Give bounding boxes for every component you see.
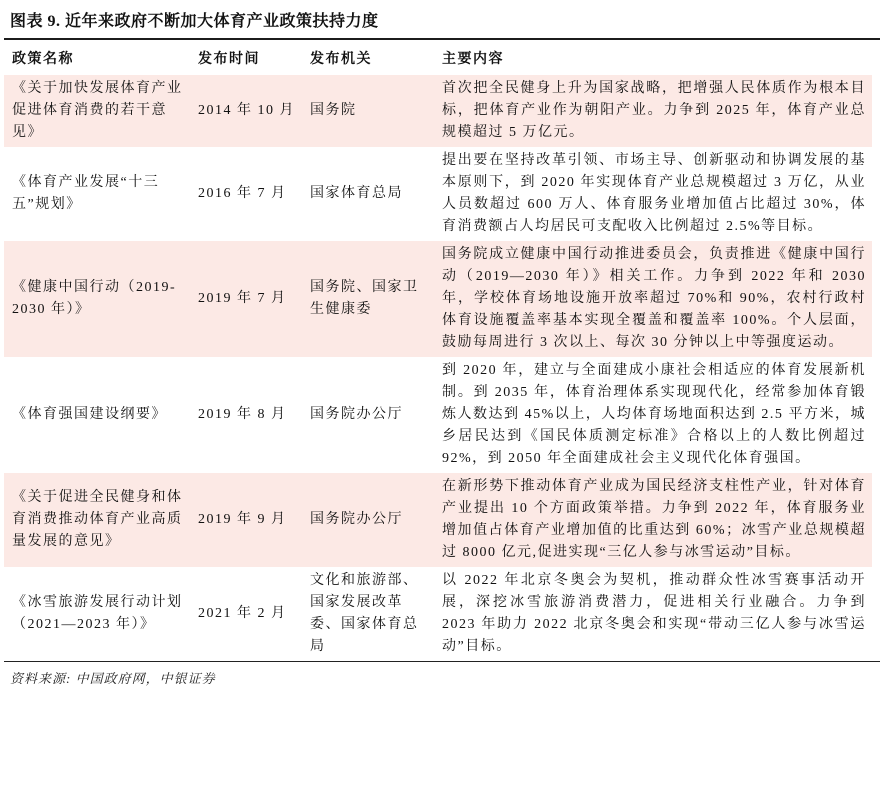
table-row [4, 473, 872, 567]
main-content-cell: 国务院成立健康中国行动推进委员会，负责推进《健康中国行动（2019—2030 年）》相关工作。力争到 2022 年和 2030 年，学校体育场地设施开放率超过 70%和 90%，农村行政村体育设施覆盖率基本实现全覆盖和覆盖率 100%。个人层面，鼓励每周进行 3 次以上、每次 30 分钟以上中等强度运动。 [442, 247, 866, 350]
publish-agency-cell: 国务院、国家卫生健康委 [310, 280, 419, 317]
policy-name-cell: 《健康中国行动（2019-2030 年）》 [12, 280, 177, 317]
main-content-cell: 在新形势下推动体育产业成为国民经济支柱性产业，针对体育产业提出 10 个方面政策举措。力争到 2022 年，体育服务业增加值占体育产业增加值的比重达到 60%；冰雪产业总规模超过 8000 亿元,促进实现“三亿人参与冰雪运动”目标。 [442, 479, 866, 560]
publish-date-cell: 2019 年 7 月 [198, 291, 287, 306]
figure-title: 图表 9. 近年来政府不断加大体育产业政策扶持力度 [10, 13, 379, 30]
source-note: 资料来源: 中国政府网，中银证券 [10, 671, 216, 686]
publish-date-cell: 2019 年 9 月 [198, 512, 287, 527]
table-row [4, 241, 872, 357]
publish-date-cell: 2016 年 7 月 [198, 186, 287, 201]
main-content-cell: 以 2022 年北京冬奥会为契机，推动群众性冰雪赛事活动开展，深挖冰雪旅游消费潜力，促进相关行业融合。力争到 2023 年助力 2022 北京冬奥会和实现“带动三亿人参与冰雪运动”目标。 [442, 573, 866, 654]
main-content-cell: 首次把全民健身上升为国家战略，把增强人民体质作为根本目标，把体育产业作为朝阳产业。力争到 2025 年，体育产业总规模超过 5 万亿元。 [442, 81, 866, 140]
table-row [4, 147, 872, 241]
policy-name-cell: 《关于促进全民健身和体育消费推动体育产业高质量发展的意见》 [12, 490, 183, 549]
publish-date-cell: 2021 年 2 月 [198, 606, 287, 621]
publish-date-cell: 2014 年 10 月 [198, 103, 295, 118]
table-header-row [4, 40, 872, 75]
policy-name-cell: 《冰雪旅游发展行动计划（2021—2023 年）》 [12, 595, 183, 632]
publish-agency-cell: 国务院 [310, 103, 357, 118]
main-content-cell: 到 2020 年，建立与全面建成小康社会相适应的体育发展新机制。到 2035 年，体育治理体系实现现代化，经常参加体育锻炼人数达到 45%以上，人均体育场地面积达到 2.5 平方米，城乡居民达到《国民体质测定标准》合格以上的人数比例超过 92%，到 2050 年全面建成社会主义现代化体育强国。 [442, 363, 866, 466]
policy-table [4, 40, 872, 661]
col-header-policy-name: 政策名称 [12, 52, 74, 67]
publish-date-cell: 2019 年 8 月 [198, 407, 287, 422]
publish-agency-cell: 文化和旅游部、国家发展改革委、国家体育总局 [310, 573, 419, 654]
policy-name-cell: 《体育强国建设纲要》 [12, 407, 167, 422]
policy-name-cell: 《体育产业发展“十三五”规划》 [12, 175, 160, 212]
main-content-cell: 提出要在坚持改革引领、市场主导、创新驱动和协调发展的基本原则下，到 2020 年实现体育产业总规模超过 3 万亿，从业人员数超过 600 万人、体育服务业增加值占比超过 30%，体育消费额占人均居民可支配收入比例超过 2.5%等目标。 [442, 153, 866, 234]
publish-agency-cell: 国务院办公厅 [310, 407, 403, 422]
table-row [4, 75, 872, 147]
publish-agency-cell: 国家体育总局 [310, 186, 403, 201]
policy-name-cell: 《关于加快发展体育产业促进体育消费的若干意见》 [12, 81, 183, 140]
col-header-publish-date: 发布时间 [198, 52, 260, 67]
table-row [4, 567, 872, 661]
col-header-publish-agency: 发布机关 [310, 52, 372, 67]
publish-agency-cell: 国务院办公厅 [310, 512, 403, 527]
table-row [4, 357, 872, 473]
col-header-main-content: 主要内容 [442, 52, 504, 67]
